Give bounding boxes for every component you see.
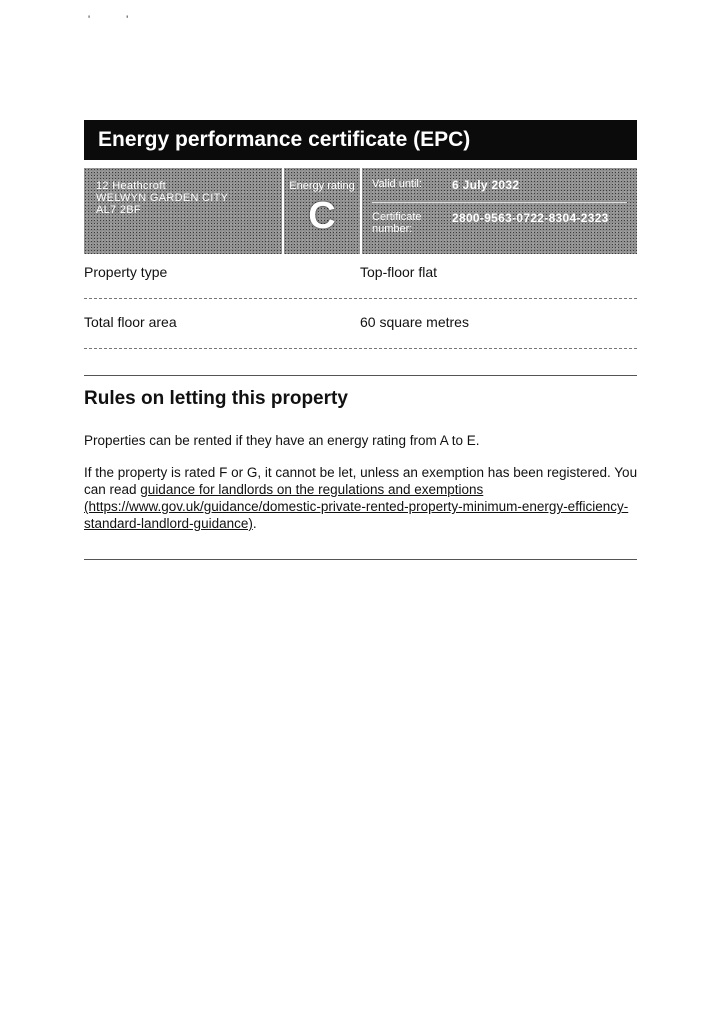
certificate-summary bbox=[84, 168, 637, 254]
letting-paragraph-2 bbox=[84, 464, 644, 532]
landlord-guidance-link[interactable]: guidance for landlords on the regulations and exemptions (https://www.gov.uk/guidance/domestic-private-rented-property-minimum-energy-efficiency-standard-landlord-guidance) bbox=[84, 482, 629, 531]
energy-rating-value: C bbox=[308, 195, 336, 237]
energy-rating-label: Energy rating bbox=[289, 180, 355, 192]
detail-label: Property type bbox=[84, 264, 168, 280]
meta-divider bbox=[372, 202, 627, 203]
detail-label: Total floor area bbox=[84, 314, 177, 330]
energy-rating-panel bbox=[284, 168, 360, 254]
divider bbox=[84, 348, 637, 349]
address-panel bbox=[84, 168, 282, 254]
certificate-number-label: Certificate number: bbox=[372, 211, 422, 235]
divider bbox=[84, 298, 637, 299]
letting-heading: Rules on letting this property bbox=[84, 388, 348, 409]
certificate-number-value: 2800-9563-0722-8304-2323 bbox=[452, 211, 609, 225]
detail-value: 60 square metres bbox=[360, 314, 469, 330]
address-line-2: WELWYN GARDEN CITY bbox=[96, 192, 229, 204]
scan-marks: ' ' bbox=[88, 14, 129, 26]
letting-paragraph-2-text: If the property is rated F or G, it cannot be let, unless an exemption has been registered. You can read bbox=[84, 465, 638, 497]
detail-value: Top-floor flat bbox=[360, 264, 438, 280]
section-divider bbox=[84, 559, 637, 560]
section-divider bbox=[84, 375, 637, 376]
valid-until-label: Valid until: bbox=[372, 178, 422, 190]
letting-paragraph-2-end: . bbox=[252, 516, 257, 531]
valid-until-value: 6 July 2032 bbox=[452, 178, 520, 192]
address-line-1: 12 Heathcroft bbox=[96, 180, 166, 192]
certificate-meta-panel bbox=[362, 168, 637, 254]
address-line-3: AL7 2BF bbox=[96, 204, 141, 216]
page-title: Energy performance certificate (EPC) bbox=[84, 120, 637, 160]
letting-paragraph-1: Properties can be rented if they have an energy rating from A to E. bbox=[84, 433, 480, 448]
